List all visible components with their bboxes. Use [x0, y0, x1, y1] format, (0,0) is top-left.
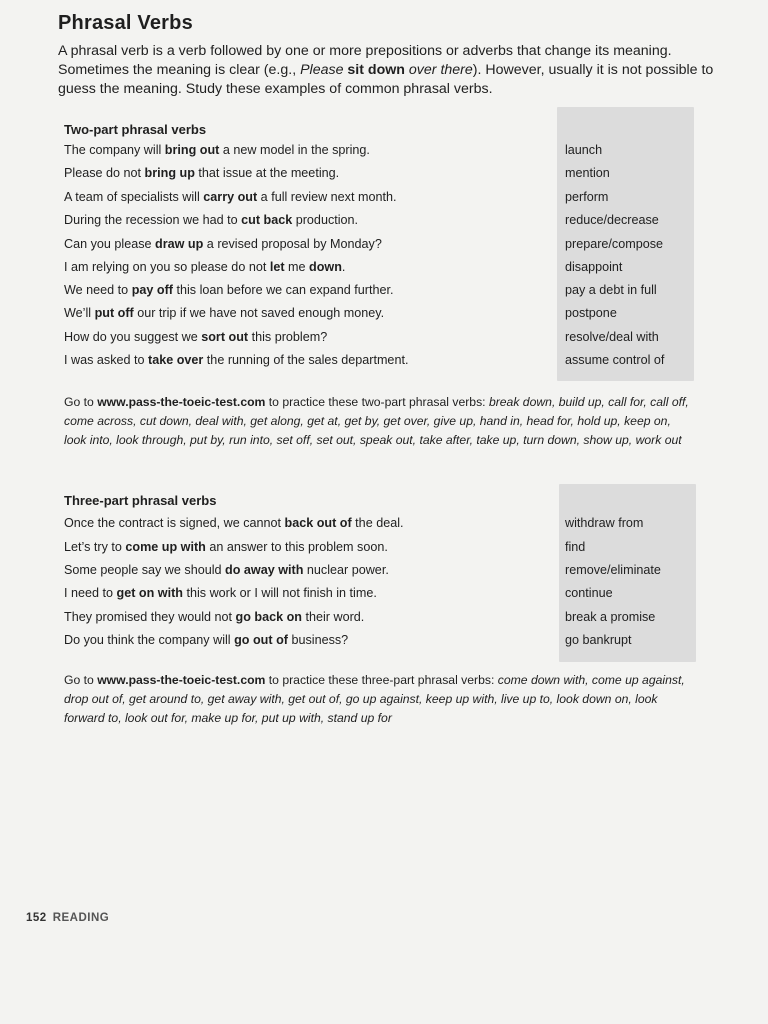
table-row [58, 512, 670, 535]
example-sentence: Please do not bring up that issue at the meeting. [64, 166, 340, 180]
meaning: pay a debt in full [565, 283, 657, 297]
practice-website-link[interactable]: www.pass-the-toeic-test.com [97, 673, 266, 687]
example-sentence: I was asked to take over the running of the sales department. [64, 353, 409, 367]
meaning: disappoint [565, 260, 623, 274]
example-sentence: Let’s try to come up with an answer to this problem soon. [64, 540, 388, 554]
table-row [58, 233, 670, 256]
phrasal-verb: sort out [201, 330, 249, 344]
meaning: break a promise [565, 610, 656, 624]
intro-example-verb: sit down [347, 62, 405, 78]
page-footer [26, 912, 109, 924]
two-part-section [58, 107, 670, 383]
phrasal-verb: take over [148, 353, 204, 367]
meaning: continue [565, 586, 613, 600]
table-row [58, 256, 670, 279]
three-part-practice-note: Go to www.pass-the-toeic-test.com to practice these three-part phrasal verbs: come down with, come up against, drop out of, get around to, get away with, get out of, go up against, keep up with, live up to, look down on, look forward to, look out for, make up for, put up with, stand up for [64, 673, 685, 725]
three-part-section [58, 484, 670, 664]
meaning: resolve/deal with [565, 330, 659, 344]
example-sentence: How do you suggest we sort out this problem? [64, 330, 328, 344]
intro-line1: A phrasal verb is a verb followed by one or more prepositions or adverbs that change its meaning. [58, 43, 672, 59]
phrasal-verb: back out of [284, 516, 352, 530]
three-part-title: Three-part phrasal verbs [64, 493, 217, 508]
table-row [58, 349, 670, 372]
table-row [58, 582, 670, 605]
example-sentence: Can you please draw up a revised proposal by Monday? [64, 237, 382, 251]
example-sentence: They promised they would not go back on their word. [64, 610, 365, 624]
practice-verb-list: break down, build up, call for, call off, come across, cut down, deal with, get along, get at, get by, get over, give up, hand in, head for, hold up, keep on, look into, look through, put by, run into, set off, set out, speak out, take after, take up, turn down, show up, work out [64, 395, 689, 447]
example-sentence: During the recession we had to cut back production. [64, 213, 359, 227]
section-name: READING [52, 912, 110, 924]
intro-line2-end: ). However, usually it is not possible to [472, 62, 714, 78]
example-sentence: We need to pay off this loan before we can expand further. [64, 283, 394, 297]
phrasal-verb: cut back [241, 213, 293, 227]
example-sentence: I need to get on with this work or I will not finish in time. [64, 586, 377, 600]
table-row [58, 536, 670, 559]
meaning: perform [565, 190, 609, 204]
table-row [58, 209, 670, 232]
phrasal-verb: pay off [131, 283, 173, 297]
meaning: reduce/decrease [565, 213, 659, 227]
example-sentence: Do you think the company will go out of business? [64, 633, 349, 647]
phrasal-verb: go out of [234, 633, 288, 647]
table-row [58, 302, 670, 325]
page-title: Phrasal Verbs [58, 12, 193, 34]
meaning: prepare/compose [565, 237, 664, 251]
meaning: remove/eliminate [565, 563, 661, 577]
table-row [58, 606, 670, 629]
two-part-practice-note: Go to www.pass-the-toeic-test.com to practice these two-part phrasal verbs: break down, build up, call for, call off, come across, cut down, deal with, get along, get at, get by, get over, give up, hand in, head for, hold up, keep on, look into, look through, put by, run into, set off, set out, speak out, take after, take up, turn down, show up, work out [64, 395, 689, 447]
intro-line3: guess the meaning. Study these examples of common phrasal verbs. [58, 81, 493, 97]
practice-website-link[interactable]: www.pass-the-toeic-test.com [97, 395, 266, 409]
practice-verb-list: come down with, come up against, drop out of, get around to, get away with, get out of, go up against, keep up with, live up to, look down on, look forward to, look out for, make up for, put up with, stand up for [64, 673, 685, 725]
meaning: go bankrupt [565, 633, 632, 647]
phrasal-verb: let [269, 260, 285, 274]
intro-paragraph [58, 42, 718, 99]
phrasal-verb: go back on [235, 610, 302, 624]
phrasal-verb: do away with [225, 563, 304, 577]
meaning: find [565, 540, 586, 554]
example-sentence: The company will bring out a new model in the spring. [64, 143, 370, 157]
page-number: 152 [26, 912, 47, 924]
phrasal-verb: carry out [203, 190, 258, 204]
intro-example-pre: Please [300, 62, 348, 78]
example-sentence: We’ll put off our trip if we have not saved enough money. [64, 306, 385, 320]
phrasal-verb: get on with [116, 586, 183, 600]
table-row [58, 629, 670, 652]
phrasal-verb: bring out [164, 143, 220, 157]
table-row [58, 559, 670, 582]
meaning: assume control of [565, 353, 665, 367]
phrasal-verb: come up with [125, 540, 206, 554]
example-sentence: I am relying on you so please do not let me down. [64, 260, 346, 274]
example-sentence: Once the contract is signed, we cannot back out of the deal. [64, 516, 404, 530]
meaning: postpone [565, 306, 617, 320]
phrasal-verb: draw up [155, 237, 204, 251]
intro-line2-start: Sometimes the meaning is clear (e.g., [58, 62, 301, 78]
meaning: launch [565, 143, 603, 157]
phrasal-verb: put off [94, 306, 134, 320]
phrasal-verb: bring up [144, 166, 195, 180]
meaning: mention [565, 166, 610, 180]
example-sentence: A team of specialists will carry out a full review next month. [64, 190, 397, 204]
example-sentence: Some people say we should do away with nuclear power. [64, 563, 389, 577]
table-row [58, 326, 670, 349]
intro-example-post: over there [404, 62, 473, 78]
table-row [58, 186, 670, 209]
table-row [58, 162, 670, 185]
meaning: withdraw from [565, 516, 644, 530]
table-row [58, 139, 670, 162]
phrasal-verb-particle: down [309, 260, 342, 274]
table-row [58, 279, 670, 302]
two-part-title: Two-part phrasal verbs [64, 122, 207, 137]
